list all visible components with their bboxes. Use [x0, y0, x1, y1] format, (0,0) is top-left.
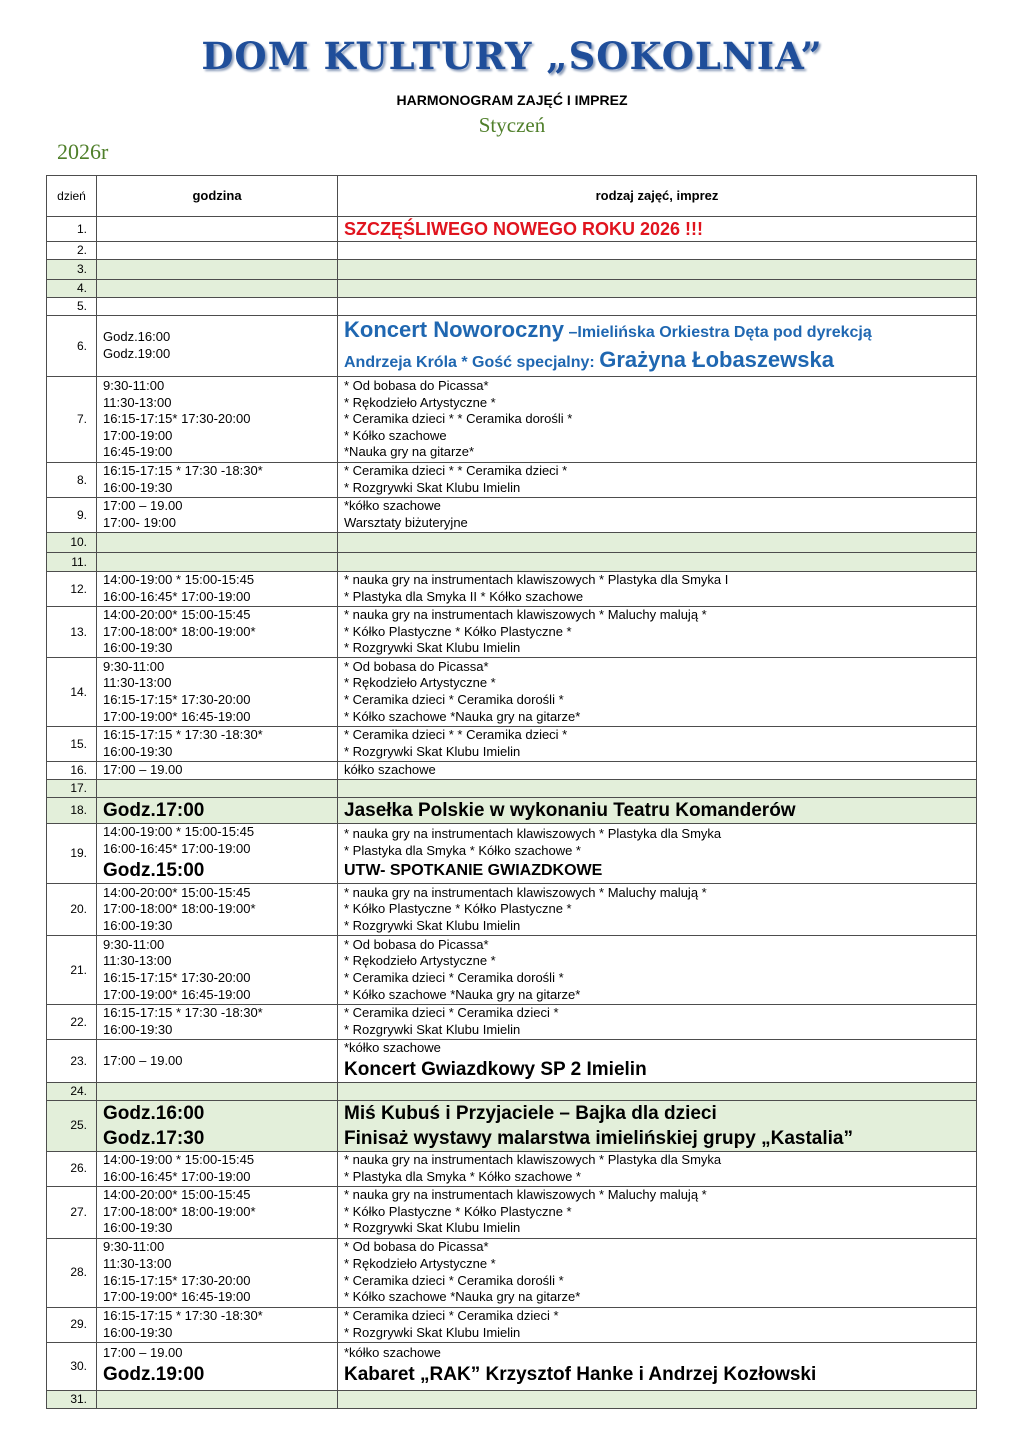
- hour-cell: [97, 1151, 338, 1186]
- table-row: [47, 280, 977, 298]
- hour-line: 11:30-13:00: [103, 953, 172, 969]
- event-line: * Rękodzieło Artystyczne *: [344, 394, 496, 410]
- table-row: [47, 298, 977, 316]
- event-line: * Kółko Plastyczne * Kółko Plastyczne *: [344, 901, 572, 917]
- event-line: * Kółko Plastyczne * Kółko Plastyczne *: [344, 1203, 572, 1219]
- hour-cell: [97, 553, 338, 572]
- hour-line: 14:00-19:00 * 15:00-15:45: [103, 824, 255, 840]
- event-highlight: Koncert Gwiazdkowy SP 2 Imielin: [344, 1058, 647, 1080]
- event-line: * Ceramika dzieci * * Ceramika dzieci *: [344, 727, 568, 743]
- hour-line: 17:00-19:00: [103, 427, 173, 443]
- hour-cell: [97, 884, 338, 936]
- event-line: * Ceramika dzieci * Ceramika dzieci *: [344, 1005, 559, 1021]
- event-line: * Rozgrywki Skat Klubu Imielin: [344, 917, 521, 933]
- event-line: * Rozgrywki Skat Klubu Imielin: [344, 744, 521, 759]
- event-line: * Rozgrywki Skat Klubu Imielin: [344, 640, 521, 656]
- day-cell: 25.: [47, 1100, 97, 1151]
- table-row: [47, 572, 977, 607]
- events-cell: [338, 260, 977, 280]
- table-row: [47, 884, 977, 936]
- hour-line: 16:15-17:15* 17:30-20:00: [103, 692, 251, 707]
- event-line: * Ceramika dzieci * Ceramika dorośli *: [344, 692, 564, 707]
- events-cell: [338, 242, 977, 260]
- events-cell: [338, 1100, 977, 1151]
- hour-highlight: Godz.19:00: [103, 1363, 205, 1385]
- hour-line: 9:30-11:00: [103, 1239, 165, 1255]
- concert-line-2: [344, 346, 976, 376]
- event-line: * nauka gry na instrumentach klawiszowych * Maluchy malują *: [344, 607, 707, 623]
- event-line: * Rękodzieło Artystyczne *: [344, 675, 496, 691]
- day-cell: 18.: [47, 798, 97, 824]
- events-cell: [338, 280, 977, 298]
- hour-line: 16:00-19:30: [103, 1324, 173, 1340]
- event-line: * Kółko Plastyczne * Kółko Plastyczne *: [344, 623, 572, 639]
- event-line: *kółko szachowe: [344, 498, 441, 514]
- event-highlight: Finisaż wystawy malarstwa imielińskiej grupy „Kastalia”: [344, 1127, 853, 1149]
- event-line: * nauka gry na instrumentach klawiszowych * Plastyka dla Smyka: [344, 826, 722, 842]
- hour-cell: [97, 1307, 338, 1342]
- hour-cell: [97, 1342, 338, 1390]
- events-cell: [338, 824, 977, 884]
- hour-line: 16:15-17:15 * 17:30 -18:30*: [103, 1005, 263, 1021]
- day-cell: 16.: [47, 762, 97, 780]
- hour-cell: [97, 498, 338, 533]
- hour-line: 16:45-19:00: [103, 444, 173, 460]
- event-line: * Kółko szachowe *Nauka gry na gitarze*: [344, 986, 581, 1002]
- event-line: Warsztaty biżuteryjne: [344, 515, 468, 530]
- event-line: * Ceramika dzieci * Ceramika dzieci *: [344, 1308, 559, 1323]
- new-year-greeting: SZCZĘŚLIWEGO NOWEGO ROKU 2026 !!!: [344, 218, 704, 239]
- table-row: [47, 1238, 977, 1307]
- hour-line: 16:15-17:15 * 17:30 -18:30*: [103, 463, 263, 479]
- hour-line: 16:00-19:30: [103, 1220, 173, 1236]
- year-label: 2026r: [57, 139, 109, 164]
- hour-cell: [97, 572, 338, 607]
- event-highlight: Jasełka Polskie w wykonaniu Teatru Komanderów: [344, 800, 796, 821]
- hour-cell: [97, 762, 338, 780]
- table-row: [47, 727, 977, 762]
- day-cell: 24.: [47, 1082, 97, 1100]
- hour-cell: [97, 260, 338, 280]
- header-hour: godzina: [97, 176, 338, 217]
- day-cell: 5.: [47, 298, 97, 316]
- day-cell: 22.: [47, 1005, 97, 1040]
- day-cell: 7.: [47, 377, 97, 463]
- table-row: [47, 553, 977, 572]
- event-line: *Nauka gry na gitarze*: [344, 444, 475, 460]
- event-line: * Od bobasa do Picassa*: [344, 936, 489, 952]
- event-line: *kółko szachowe: [344, 1345, 441, 1361]
- table-row: [47, 1082, 977, 1100]
- events-cell: [338, 1390, 977, 1408]
- event-line: * nauka gry na instrumentach klawiszowych * Maluchy malują *: [344, 1187, 707, 1203]
- hour-line: 16:00-19:30: [103, 1022, 173, 1037]
- day-cell: 2.: [47, 242, 97, 260]
- day-cell: 28.: [47, 1238, 97, 1307]
- hour-highlight: Godz.16:00: [103, 1102, 205, 1124]
- table-row: [47, 798, 977, 824]
- day-cell: 29.: [47, 1307, 97, 1342]
- hour-highlight: Godz.17:00: [103, 800, 205, 821]
- event-line: * Rozgrywki Skat Klubu Imielin: [344, 480, 521, 495]
- hour-line: 9:30-11:00: [103, 378, 165, 394]
- hour-line: 17:00 – 19.00: [103, 762, 183, 778]
- hour-line: 14:00-20:00* 15:00-15:45: [103, 1187, 251, 1203]
- hour-line: 14:00-19:00 * 15:00-15:45: [103, 1152, 255, 1167]
- day-cell: 14.: [47, 658, 97, 727]
- event-line: * Ceramika dzieci * Ceramika dorośli *: [344, 1272, 564, 1288]
- table-header-row: [47, 176, 977, 217]
- day-cell: 15.: [47, 727, 97, 762]
- day-cell: 6.: [47, 316, 97, 377]
- day-cell: 9.: [47, 498, 97, 533]
- events-cell: [338, 572, 977, 607]
- hour-cell: [97, 658, 338, 727]
- table-row: [47, 658, 977, 727]
- concert-guest: Grażyna Łobaszewska: [599, 347, 834, 372]
- event-line: * Rękodzieło Artystyczne *: [344, 1256, 496, 1271]
- events-cell: [338, 553, 977, 572]
- table-row: [47, 316, 977, 377]
- events-cell: [338, 1238, 977, 1307]
- event-line: * nauka gry na instrumentach klawiszowych * Maluchy malują *: [344, 884, 707, 900]
- event-line: * nauka gry na instrumentach klawiszowych * Plastyka dla Smyka: [344, 1152, 722, 1167]
- day-cell: 26.: [47, 1151, 97, 1186]
- hour-line: 11:30-13:00: [103, 675, 172, 691]
- hour-line: 16:00-19:30: [103, 917, 173, 933]
- hour-line: 14:00-20:00* 15:00-15:45: [103, 607, 251, 623]
- hour-cell: [97, 377, 338, 463]
- hour-line: 16:00-19:30: [103, 640, 173, 656]
- concert-line-1: [344, 316, 976, 346]
- table-row: [47, 1005, 977, 1040]
- hour-cell: [97, 316, 338, 377]
- hour-cell: [97, 1100, 338, 1151]
- event-line: *kółko szachowe: [344, 1040, 441, 1055]
- day-cell: 17.: [47, 780, 97, 798]
- event-highlight: Kabaret „RAK” Krzysztof Hanke i Andrzej Kozłowski: [344, 1363, 817, 1385]
- event-line: * Plastyka dla Smyka II * Kółko szachowe: [344, 589, 584, 604]
- events-cell: [338, 377, 977, 463]
- events-cell: [338, 762, 977, 780]
- schedule-table: [46, 175, 977, 1409]
- table-row: [47, 824, 977, 884]
- event-line: * Rękodzieło Artystyczne *: [344, 953, 496, 969]
- month-label: Styczeń: [478, 113, 546, 137]
- day-cell: 12.: [47, 572, 97, 607]
- event-line: * Rozgrywki Skat Klubu Imielin: [344, 1022, 521, 1037]
- hour-line: 16:00-16:45* 17:00-19:00: [103, 589, 251, 604]
- event-line: * Od bobasa do Picassa*: [344, 378, 489, 394]
- hour-line: 14:00-20:00* 15:00-15:45: [103, 884, 251, 900]
- hour-line: 17:00-19:00* 16:45-19:00: [103, 986, 251, 1002]
- hour-cell: [97, 1186, 338, 1238]
- event-line: * Plastyka dla Smyka * Kółko szachowe *: [344, 843, 581, 858]
- table-row: [47, 533, 977, 553]
- schedule-subtitle: HARMONOGRAM ZAJĘĆ I IMPREZ: [396, 92, 628, 108]
- hour-line: 16:15-17:15* 17:30-20:00: [103, 970, 251, 985]
- hour-cell: [97, 1082, 338, 1100]
- concert-orchestra: –Imielińska Orkiestra Dęta pod dyrekcją: [564, 324, 872, 341]
- events-cell: [338, 463, 977, 498]
- hour-cell: [97, 298, 338, 316]
- page-title: DOM KULTURY „SOKOLNIA”: [201, 34, 823, 78]
- hour-line: 16:15-17:15 * 17:30 -18:30*: [103, 1308, 263, 1323]
- table-row: [47, 498, 977, 533]
- day-cell: 13.: [47, 607, 97, 658]
- hour-line: 17:00 – 19.00: [103, 1052, 183, 1068]
- day-cell: 1.: [47, 217, 97, 242]
- concert-name: Koncert Noworoczny: [344, 317, 565, 342]
- hour-line: 9:30-11:00: [103, 936, 165, 952]
- hour-cell: [97, 1005, 338, 1040]
- table-row: [47, 1040, 977, 1083]
- day-cell: 30.: [47, 1342, 97, 1390]
- event-line: * Ceramika dzieci * * Ceramika dorośli *: [344, 411, 573, 427]
- events-cell: [338, 1082, 977, 1100]
- table-row: [47, 780, 977, 798]
- day-cell: 21.: [47, 936, 97, 1005]
- hour-line: 17:00-19:00* 16:45-19:00: [103, 708, 251, 724]
- header-events: rodzaj zajęć, imprez: [338, 176, 977, 217]
- events-cell: [338, 1342, 977, 1390]
- concert-conductor: Andrzeja Króla * Gość specjalny:: [344, 354, 600, 371]
- day-cell: 20.: [47, 884, 97, 936]
- events-cell: [338, 1151, 977, 1186]
- events-cell: [338, 1005, 977, 1040]
- table-row: [47, 260, 977, 280]
- event-highlight: UTW- SPOTKANIE GWIAZDKOWE: [344, 861, 603, 879]
- hour-cell: [97, 1040, 338, 1083]
- event-line: * Od bobasa do Picassa*: [344, 1239, 489, 1255]
- event-line: * Kółko szachowe *Nauka gry na gitarze*: [344, 1289, 581, 1305]
- hour-highlight: Godz.15:00: [103, 859, 205, 881]
- hour-cell: [97, 242, 338, 260]
- events-cell: [338, 607, 977, 658]
- event-line: * Rozgrywki Skat Klubu Imielin: [344, 1220, 521, 1236]
- day-cell: 4.: [47, 280, 97, 298]
- events-cell: [338, 727, 977, 762]
- day-cell: 8.: [47, 463, 97, 498]
- hour-line: 9:30-11:00: [103, 658, 165, 674]
- event-line: * nauka gry na instrumentach klawiszowych * Plastyka dla Smyka I: [344, 572, 729, 588]
- table-row: [47, 1151, 977, 1186]
- table-row: [47, 463, 977, 498]
- day-cell: 10.: [47, 533, 97, 553]
- hour-cell: [97, 936, 338, 1005]
- table-row: [47, 1100, 977, 1151]
- hour-cell: [97, 798, 338, 824]
- hour-line: 11:30-13:00: [103, 1256, 172, 1271]
- hour-cell: [97, 824, 338, 884]
- table-row: [47, 1307, 977, 1342]
- day-cell: 31.: [47, 1390, 97, 1408]
- events-cell: [338, 1186, 977, 1238]
- hour-line: 16:00-16:45* 17:00-19:00: [103, 1168, 251, 1184]
- table-row: [47, 1390, 977, 1408]
- hour-line: 14:00-19:00 * 15:00-15:45: [103, 572, 255, 588]
- events-cell: [338, 1307, 977, 1342]
- events-cell: [338, 936, 977, 1005]
- hour-line: Godz.16:00: [103, 329, 171, 345]
- table-row: [47, 762, 977, 780]
- events-cell: [338, 798, 977, 824]
- hour-cell: [97, 727, 338, 762]
- event-line: * Od bobasa do Picassa*: [344, 658, 489, 674]
- table-row: [47, 1186, 977, 1238]
- hour-line: 16:15-17:15* 17:30-20:00: [103, 411, 251, 427]
- events-cell: [338, 1040, 977, 1083]
- hour-cell: [97, 607, 338, 658]
- events-cell: [338, 533, 977, 553]
- table-row: [47, 377, 977, 463]
- hour-line: 17:00- 19:00: [103, 515, 177, 530]
- event-line: kółko szachowe: [344, 762, 436, 778]
- hour-highlight: Godz.17:30: [103, 1127, 205, 1149]
- hour-line: 17:00 – 19.00: [103, 498, 183, 514]
- hour-cell: [97, 280, 338, 298]
- day-cell: 27.: [47, 1186, 97, 1238]
- hour-cell: [97, 217, 338, 242]
- hour-line: 16:00-19:30: [103, 744, 173, 759]
- hour-cell: [97, 780, 338, 798]
- hour-line: 17:00 – 19.00: [103, 1345, 183, 1361]
- hour-line: Godz.19:00: [103, 346, 171, 361]
- hour-cell: [97, 533, 338, 553]
- table-row: [47, 217, 977, 242]
- events-cell: [338, 316, 977, 377]
- hour-line: 16:15-17:15* 17:30-20:00: [103, 1272, 251, 1288]
- event-line: * Ceramika dzieci * * Ceramika dzieci *: [344, 463, 568, 479]
- day-cell: 23.: [47, 1040, 97, 1083]
- table-row: [47, 936, 977, 1005]
- hour-line: 16:00-19:30: [103, 480, 173, 495]
- events-cell: [338, 658, 977, 727]
- hour-cell: [97, 1390, 338, 1408]
- header-day: dzień: [47, 176, 97, 217]
- event-line: * Rozgrywki Skat Klubu Imielin: [344, 1324, 521, 1340]
- events-cell: [338, 780, 977, 798]
- events-cell: [338, 217, 977, 242]
- hour-line: 17:00-18:00* 18:00-19:00*: [103, 1203, 256, 1219]
- hour-line: 11:30-13:00: [103, 394, 172, 410]
- event-highlight: Miś Kubuś i Przyjaciele – Bajka dla dzieci: [344, 1102, 717, 1124]
- event-line: * Kółko szachowe: [344, 427, 447, 443]
- events-cell: [338, 298, 977, 316]
- table-row: [47, 607, 977, 658]
- events-cell: [338, 498, 977, 533]
- day-cell: 19.: [47, 824, 97, 884]
- table-row: [47, 242, 977, 260]
- hour-line: 17:00-18:00* 18:00-19:00*: [103, 623, 256, 639]
- table-row: [47, 1342, 977, 1390]
- event-line: * Kółko szachowe *Nauka gry na gitarze*: [344, 708, 581, 724]
- day-cell: 11.: [47, 553, 97, 572]
- hour-line: 16:15-17:15 * 17:30 -18:30*: [103, 727, 263, 743]
- hour-cell: [97, 1238, 338, 1307]
- hour-line: 17:00-19:00* 16:45-19:00: [103, 1289, 251, 1305]
- event-line: * Plastyka dla Smyka * Kółko szachowe *: [344, 1168, 581, 1184]
- hour-line: 17:00-18:00* 18:00-19:00*: [103, 901, 256, 917]
- hour-cell: [97, 463, 338, 498]
- event-line: * Ceramika dzieci * Ceramika dorośli *: [344, 970, 564, 985]
- hour-line: 16:00-16:45* 17:00-19:00: [103, 841, 251, 856]
- day-cell: 3.: [47, 260, 97, 280]
- events-cell: [338, 884, 977, 936]
